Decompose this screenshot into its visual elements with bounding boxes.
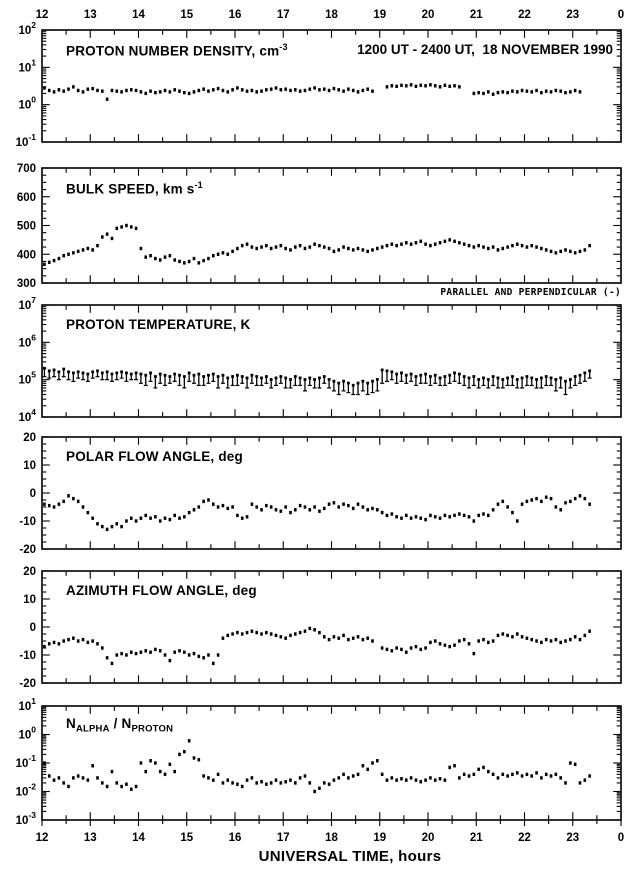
panel-title-density-text: PROTON NUMBER DENSITY, cm	[66, 43, 280, 59]
svg-text:104: $10^4$	[18, 407, 36, 424]
panel-title-density	[66, 42, 288, 59]
svg-text:13: 13	[83, 9, 97, 21]
svg-text:22: 22	[518, 9, 531, 21]
svg-text:300: 300	[16, 278, 36, 290]
panel-title-ratio	[66, 716, 173, 735]
svg-text:20: 20	[421, 9, 435, 21]
svg-text:107: $10^7$	[18, 295, 36, 312]
ratio-n2: / N	[109, 716, 132, 731]
svg-text:20: 20	[23, 566, 36, 578]
svg-text:-20: -20	[19, 678, 36, 690]
panel-title-bulk-speed-text: BULK SPEED, km s	[66, 181, 195, 197]
panel-title-temperature	[66, 317, 250, 332]
svg-text:10-1: $10^{-1}$	[15, 753, 36, 770]
svg-text:600: 600	[16, 191, 36, 204]
ratio-sub1: ALPHA	[75, 723, 110, 735]
svg-text:21: 21	[469, 9, 483, 21]
x-axis-title: UNIVERSAL TIME, hours	[258, 848, 442, 865]
svg-text:105: $10^5$	[18, 369, 36, 387]
annotation-parallel-perpendicular: PARALLEL AND PERPENDICULAR (-)	[440, 287, 621, 298]
svg-text:15: 15	[180, 832, 194, 844]
svg-text:14: 14	[132, 832, 145, 844]
svg-text:-10: -10	[19, 650, 36, 662]
panel-title-azimuth-angle-text: AZIMUTH FLOW ANGLE, deg	[66, 583, 257, 598]
ratio-n1: N	[66, 716, 76, 731]
svg-text:17: 17	[276, 832, 290, 844]
svg-text:10: 10	[23, 460, 36, 472]
panel-title-density-sup: -3	[279, 42, 288, 52]
figure-header: 1200 UT - 2400 UT, 18 NOVEMBER 1990	[357, 42, 613, 57]
svg-text:100: $10^0$	[18, 94, 36, 112]
svg-text:13: 13	[83, 832, 97, 844]
svg-text:18: 18	[325, 9, 338, 21]
svg-text:500: 500	[16, 220, 36, 233]
svg-text:10-3: $10^{-3}$	[15, 810, 36, 827]
ratio-sub2: PROTON	[131, 723, 174, 735]
svg-text:101: $10^1$	[18, 57, 36, 75]
svg-text:20: 20	[23, 432, 36, 444]
svg-text:10-2: $10^{-2}$	[15, 781, 36, 799]
svg-text:0: 0	[617, 9, 625, 21]
svg-text:15: 15	[180, 9, 194, 21]
svg-text:19: 19	[373, 9, 387, 21]
svg-text:10-1: $10^{-1}$	[15, 132, 36, 149]
svg-text:100: $10^0$	[18, 724, 36, 742]
svg-text:102: $10^2$	[18, 20, 36, 37]
panel-title-polar-angle	[66, 449, 243, 464]
panel-title-bulk-speed	[66, 180, 203, 197]
svg-text:12: 12	[35, 832, 49, 844]
svg-text:10: 10	[23, 594, 36, 606]
svg-text:0: 0	[617, 832, 625, 844]
svg-text:23: 23	[566, 832, 580, 844]
svg-text:700: 700	[16, 163, 36, 175]
svg-text:21: 21	[469, 832, 483, 844]
svg-text:18: 18	[325, 832, 338, 844]
svg-text:14: 14	[132, 9, 145, 21]
svg-text:17: 17	[276, 9, 290, 21]
svg-text:23: 23	[566, 9, 580, 21]
panel-title-azimuth-angle	[66, 583, 257, 598]
svg-text:-20: -20	[19, 544, 36, 556]
svg-text:0: 0	[29, 622, 36, 634]
svg-text:400: 400	[16, 249, 36, 262]
svg-text:106: $10^6$	[18, 332, 36, 350]
panel-title-bulk-speed-sup: -1	[194, 180, 203, 190]
panel-title-polar-angle-text: POLAR FLOW ANGLE, deg	[66, 449, 243, 464]
svg-text:20: 20	[421, 832, 435, 844]
svg-text:19: 19	[373, 832, 387, 844]
svg-text:22: 22	[518, 832, 531, 844]
svg-text:16: 16	[228, 9, 242, 21]
svg-text:-10: -10	[19, 516, 36, 528]
svg-text:101: $10^1$	[18, 696, 36, 713]
svg-text:0: 0	[29, 488, 36, 500]
svg-text:16: 16	[228, 832, 242, 844]
svg-text:12: 12	[35, 9, 49, 21]
panel-title-temperature-text: PROTON TEMPERATURE, K	[66, 317, 251, 332]
